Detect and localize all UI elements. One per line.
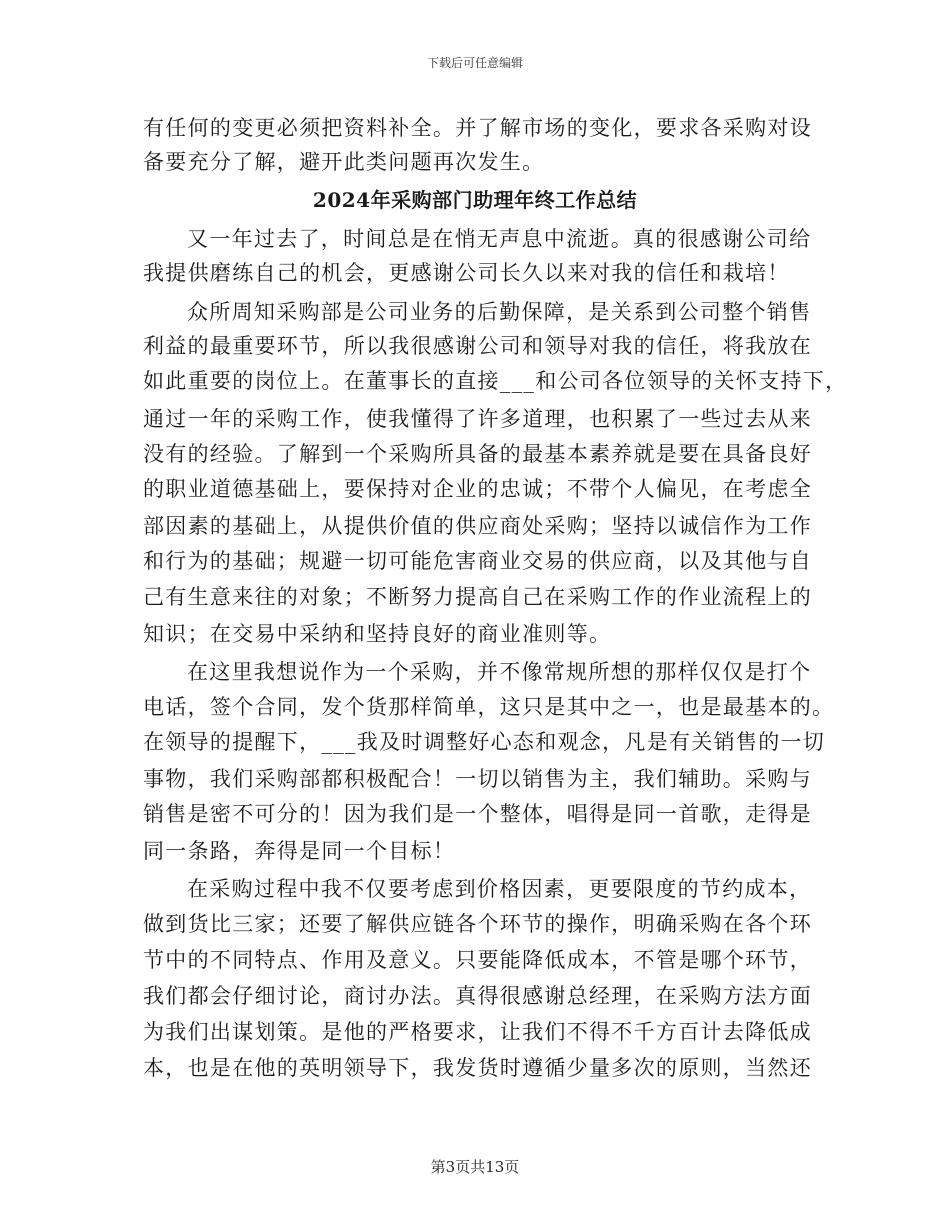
text-line: 本，也是在他的英明领导下，我发货时遵循少量多次的原则，当然还: [143, 1056, 812, 1080]
text-line: 我们都会仔细讨论，商讨办法。真得很感谢总经理，在采购方法方面: [143, 984, 812, 1008]
text-line: 没有的经验。了解到一个采购所具备的最基本素养就是要在具备良好: [143, 442, 812, 466]
text-line: 和行为的基础；规避一切可能危害商业交易的供应商，以及其他与自: [143, 549, 812, 573]
text-line: 在领导的提醒下，___我及时调整好心态和观念，凡是有关销售的一切: [143, 730, 826, 754]
page-header: 下载后可任意编辑: [426, 56, 523, 70]
text-line: 有任何的变更必须把资料补全。并了解市场的变化，要求各采购对设: [143, 116, 812, 140]
text-line: 在采购过程中我不仅要考虑到价格因素，更要限度的节约成本，: [187, 877, 812, 901]
text-line: 事物，我们采购部都积极配合！一切以销售为主，我们辅助。采购与: [143, 767, 812, 791]
text-line: 又一年过去了，时间总是在悄无声息中流逝。真的很感谢公司给: [187, 227, 812, 251]
text-line: 我提供磨练自己的机会，更感谢公司长久以来对我的信任和栽培！: [143, 261, 790, 285]
page-number: 第3页共13页: [430, 1158, 520, 1176]
text-line: 己有生意来往的对象；不断努力提高自己在采购工作的作业流程上的: [143, 585, 812, 609]
text-line: 做到货比三家；还要了解供应链各个环节的操作，明确采购在各个环: [143, 912, 812, 936]
text-line: 如此重要的岗位上。在董事长的直接___和公司各位领导的关怀支持下，: [143, 369, 848, 393]
text-line: 电话，签个合同，发个货那样简单，这只是其中之一，也是最基本的。: [143, 695, 835, 719]
text-line: 知识；在交易中采纳和坚持良好的商业准则等。: [143, 622, 612, 646]
text-line: 利益的最重要环节，所以我很感谢公司和领导对我的信任，将我放在: [143, 334, 812, 358]
text-line: 的职业道德基础上，要保持对企业的忠诚；不带个人偏见，在考虑全: [143, 477, 812, 501]
section-title: 2024年采购部门助理年终工作总结: [312, 188, 638, 212]
text-line: 同一条路，奔得是同一个目标！: [143, 839, 456, 863]
text-line: 销售是密不可分的！因为我们是一个整体，唱得是同一首歌，走得是: [143, 802, 812, 826]
text-line: 通过一年的采购工作，使我懂得了许多道理，也积累了一些过去从来: [143, 407, 812, 431]
text-line: 备要充分了解，避开此类问题再次发生。: [143, 150, 545, 174]
text-line: 为我们出谋划策。是他的严格要求，让我们不得不千方百计去降低成: [143, 1020, 812, 1044]
text-line: 在这里我想说作为一个采购，并不像常规所想的那样仅仅是打个: [187, 660, 812, 684]
text-line: 部因素的基础上，从提供价值的供应商处采购；坚持以诚信作为工作: [143, 514, 812, 538]
text-line: 众所周知采购部是公司业务的后勤保障，是关系到公司整个销售: [187, 300, 812, 324]
text-line: 节中的不同特点、作用及意义。只要能降低成本，不管是哪个环节，: [143, 948, 812, 972]
